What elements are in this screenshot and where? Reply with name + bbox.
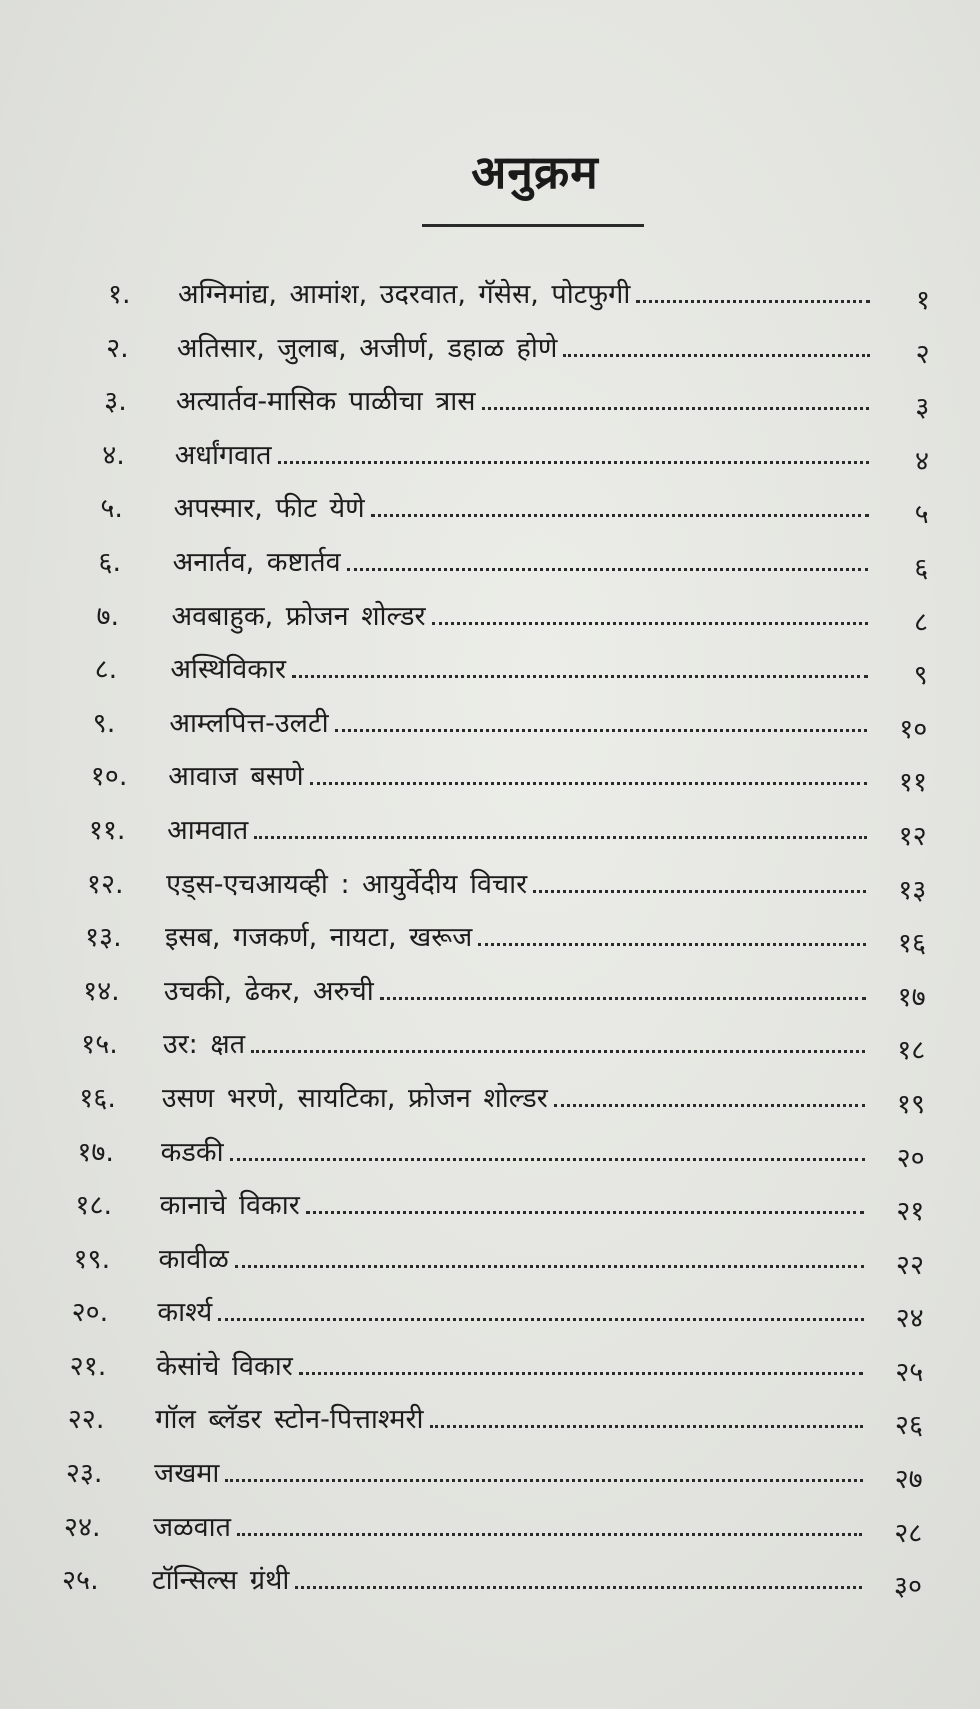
entry-title-line bbox=[172, 597, 869, 637]
toc-entry[interactable] bbox=[0, 1133, 980, 1187]
entry-title: उचकी, ढेकर, अरुची bbox=[163, 975, 374, 1007]
entry-title-line bbox=[153, 1508, 862, 1548]
entry-title: जखमा bbox=[154, 1458, 220, 1490]
toc-entry[interactable] bbox=[0, 329, 980, 383]
toc-entry[interactable] bbox=[0, 704, 980, 758]
entry-title-line bbox=[161, 1133, 865, 1173]
dot-leader bbox=[278, 460, 869, 464]
entry-title-line bbox=[160, 1186, 865, 1226]
entry-title: टॉन्सिल्स ग्रंथी bbox=[152, 1565, 290, 1597]
dot-leader bbox=[237, 1532, 862, 1536]
entry-title: केसांचे विकार bbox=[156, 1350, 293, 1382]
dot-leader bbox=[225, 1478, 862, 1482]
entry-page-number: १७ bbox=[897, 981, 926, 1013]
entry-title-line bbox=[162, 1079, 865, 1119]
entry-title: आमवात bbox=[167, 814, 249, 846]
dot-leader bbox=[478, 942, 866, 946]
entry-title-line bbox=[173, 543, 869, 583]
entry-title-line bbox=[154, 1454, 863, 1494]
entry-title: कडकी bbox=[160, 1136, 224, 1168]
toc-entry[interactable] bbox=[0, 1240, 980, 1294]
entry-number: १९. bbox=[73, 1243, 111, 1275]
entry-page-number: २६ bbox=[894, 1410, 923, 1442]
dot-leader bbox=[310, 781, 867, 785]
entry-number: ८. bbox=[94, 654, 118, 686]
entry-page-number: १६ bbox=[897, 928, 926, 960]
entry-title-line bbox=[157, 1293, 863, 1333]
dot-leader bbox=[563, 353, 869, 357]
entry-title-line bbox=[168, 757, 867, 797]
entry-number: २२. bbox=[67, 1404, 105, 1436]
entry-page-number: ३० bbox=[893, 1571, 922, 1603]
entry-title: अर्धांगवात bbox=[174, 439, 272, 471]
entry-number: १८. bbox=[75, 1190, 113, 1222]
entry-title-line bbox=[174, 489, 869, 529]
entry-title: आम्लपित्त-उलटी bbox=[169, 707, 329, 739]
entry-number: १. bbox=[108, 279, 131, 310]
entry-page-number: २४ bbox=[895, 1303, 924, 1335]
dot-leader bbox=[371, 513, 869, 517]
entry-title-line bbox=[156, 1347, 863, 1387]
toc-entry[interactable] bbox=[0, 1025, 980, 1079]
entry-number: १२. bbox=[86, 868, 124, 900]
entry-page-number: १३ bbox=[898, 874, 927, 906]
dot-leader bbox=[430, 1424, 863, 1428]
dot-leader bbox=[254, 835, 866, 839]
toc-entry[interactable] bbox=[0, 1186, 980, 1240]
entry-number: २५. bbox=[62, 1565, 99, 1597]
entry-page-number: १ bbox=[915, 285, 930, 316]
toc-entry[interactable] bbox=[0, 757, 980, 811]
entry-number: १३. bbox=[85, 922, 122, 954]
dot-leader bbox=[554, 1103, 865, 1107]
toc-entry[interactable] bbox=[0, 1561, 980, 1615]
entry-title: कानाचे विकार bbox=[159, 1190, 300, 1222]
dot-leader bbox=[533, 889, 866, 893]
entry-title-line bbox=[177, 329, 870, 369]
entry-number: ४. bbox=[102, 439, 125, 471]
entry-number: ५. bbox=[100, 493, 123, 525]
toc-entry[interactable] bbox=[0, 1347, 980, 1401]
entry-number: २४. bbox=[63, 1511, 101, 1543]
entry-title-line bbox=[178, 275, 870, 315]
toc-entry[interactable] bbox=[0, 597, 980, 651]
entry-page-number: ११ bbox=[898, 767, 927, 799]
title-underline bbox=[422, 224, 644, 227]
entry-title: अग्निमांद्य, आमांश, उदरवात, गॅसेस, पोटफुगी bbox=[178, 279, 631, 310]
entry-number: १७. bbox=[77, 1136, 114, 1168]
dot-leader bbox=[636, 299, 870, 303]
entry-number: १६. bbox=[79, 1082, 116, 1114]
entry-title: अत्यार्तव-मासिक पाळीचा त्रास bbox=[175, 386, 476, 418]
entry-title: इसब, गजकर्ण, नायटा, खरूज bbox=[165, 922, 473, 954]
entry-page-number: ६ bbox=[914, 552, 929, 584]
toc-entry[interactable] bbox=[0, 436, 980, 490]
dot-leader bbox=[295, 1585, 862, 1589]
entry-title-line bbox=[164, 972, 866, 1012]
toc-entry[interactable] bbox=[0, 972, 980, 1026]
entry-page-number: १८ bbox=[897, 1035, 926, 1067]
entry-title-line bbox=[166, 865, 866, 905]
dot-leader bbox=[230, 1157, 865, 1161]
entry-title-line bbox=[175, 436, 869, 476]
entry-page-number: २० bbox=[896, 1142, 925, 1174]
toc-entry[interactable] bbox=[0, 382, 980, 436]
toc-entry[interactable] bbox=[0, 1508, 980, 1562]
entry-title-line bbox=[176, 382, 870, 422]
entry-number: १०. bbox=[90, 761, 128, 793]
entry-title-line bbox=[170, 650, 867, 690]
toc-entry[interactable] bbox=[0, 1079, 980, 1133]
entry-number: ३. bbox=[104, 386, 127, 418]
toc-entry[interactable] bbox=[0, 489, 980, 543]
toc-entry[interactable] bbox=[0, 650, 980, 704]
entry-number: ६. bbox=[98, 546, 122, 578]
entry-page-number: २१ bbox=[896, 1196, 925, 1228]
entry-title: अस्थिविकार bbox=[170, 654, 287, 686]
toc-entry[interactable] bbox=[0, 1293, 980, 1347]
entry-title-line bbox=[159, 1240, 865, 1280]
dot-leader bbox=[380, 996, 866, 1000]
entry-title: अतिसार, जुलाब, अजीर्ण, डहाळ होणे bbox=[176, 332, 558, 364]
entry-title: अनार्तव, कष्टार्तव bbox=[172, 546, 341, 578]
dot-leader bbox=[235, 1264, 864, 1268]
entry-title: उर: क्षत bbox=[162, 1029, 246, 1061]
page-title: अनुक्रम bbox=[471, 145, 599, 199]
toc-entry[interactable] bbox=[0, 1400, 980, 1454]
entry-page-number: १२ bbox=[898, 820, 927, 852]
entry-title-line bbox=[152, 1561, 862, 1601]
entry-page-number: २२ bbox=[895, 1249, 924, 1281]
entry-page-number: ४ bbox=[914, 445, 929, 477]
entry-page-number: ५ bbox=[914, 499, 929, 531]
dot-leader bbox=[218, 1317, 863, 1321]
entry-page-number: १० bbox=[899, 713, 928, 745]
entry-title-line bbox=[169, 704, 867, 744]
entry-title-line bbox=[167, 811, 867, 851]
toc-entry[interactable] bbox=[0, 865, 980, 919]
entry-page-number: ३ bbox=[915, 392, 930, 424]
toc-entry[interactable] bbox=[0, 275, 980, 329]
dot-leader bbox=[292, 674, 868, 678]
table-of-contents bbox=[0, 275, 980, 1615]
entry-title-line bbox=[155, 1400, 863, 1440]
dot-leader bbox=[306, 1210, 865, 1214]
entry-number: ११. bbox=[88, 814, 126, 846]
toc-entry[interactable] bbox=[0, 543, 980, 597]
entry-title: एड्स-एचआयव्ही : आयुर्वेदीय विचार bbox=[166, 868, 528, 900]
toc-entry[interactable] bbox=[0, 811, 980, 865]
entry-title-line bbox=[163, 1025, 866, 1065]
entry-title: अपस्मार, फीट येणे bbox=[173, 493, 365, 525]
entry-title: गॉल ब्लॅडर स्टोन-पित्ताश्मरी bbox=[155, 1404, 424, 1436]
toc-entry[interactable] bbox=[0, 918, 980, 972]
entry-number: १५. bbox=[81, 1029, 118, 1061]
dot-leader bbox=[299, 1371, 864, 1375]
dot-leader bbox=[251, 1049, 865, 1053]
entry-page-number: २ bbox=[915, 338, 930, 370]
entry-page-number: ९ bbox=[913, 660, 928, 692]
entry-page-number: ८ bbox=[913, 606, 928, 638]
entry-number: २०. bbox=[71, 1297, 109, 1329]
entry-number: २. bbox=[106, 332, 129, 364]
entry-page-number: २८ bbox=[894, 1517, 923, 1549]
dot-leader bbox=[335, 728, 868, 732]
entry-title: कार्श्य bbox=[157, 1297, 213, 1329]
entry-title: आवाज बसणे bbox=[168, 761, 304, 793]
entry-title: कावीळ bbox=[158, 1243, 229, 1275]
dot-leader bbox=[432, 621, 868, 625]
entry-title: जळवात bbox=[153, 1511, 232, 1543]
entry-page-number: २५ bbox=[895, 1356, 924, 1388]
entry-number: १४. bbox=[83, 975, 120, 1007]
entry-number: २१. bbox=[69, 1350, 107, 1382]
entry-page-number: १९ bbox=[896, 1088, 925, 1120]
dot-leader bbox=[347, 567, 869, 571]
toc-entry[interactable] bbox=[0, 1454, 980, 1508]
entry-title: उसण भरणे, सायटिका, फ्रोजन शोल्डर bbox=[161, 1082, 548, 1114]
entry-title-line bbox=[165, 918, 866, 958]
entry-page-number: २७ bbox=[894, 1464, 923, 1496]
entry-title: अवबाहुक, फ्रोजन शोल्डर bbox=[171, 600, 426, 632]
entry-number: ९. bbox=[92, 707, 116, 739]
entry-number: ७. bbox=[96, 600, 120, 632]
entry-number: २३. bbox=[65, 1458, 103, 1490]
dot-leader bbox=[482, 406, 870, 410]
